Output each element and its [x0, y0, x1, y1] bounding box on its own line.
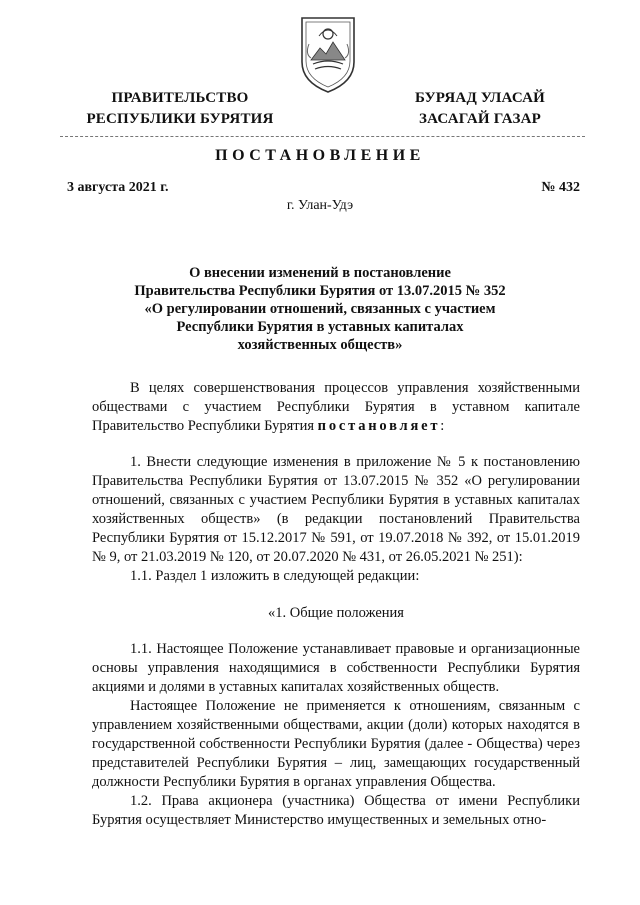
header-left — [80, 88, 280, 130]
header-left-line1: ПРАВИТЕЛЬСТВО — [111, 90, 249, 106]
header-left-line2: РЕСПУБЛИКИ БУРЯТИЯ — [86, 111, 274, 127]
buryatia-coat-of-arms-icon — [297, 14, 359, 94]
decrees-word: постановляет — [317, 418, 441, 434]
header-right-line1: БУРЯАД УЛАСАЙ — [414, 90, 546, 106]
preamble-text: В целях совершенствования процессов управления хозяйственными обществами с участием Республики Бурятия в уставном капитале Правительство Республики Бурятия — [92, 380, 580, 434]
item-1-1: 1.1. Раздел 1 изложить в следующей редакции: — [130, 568, 420, 584]
preamble — [92, 379, 580, 436]
document-type: ПОСТАНОВЛЕНИЕ — [215, 147, 425, 164]
document-body — [92, 379, 580, 830]
header-right-line2: ЗАСАГАЙ ГАЗАР — [419, 111, 541, 127]
header-right — [390, 88, 570, 130]
item-1: 1. Внести следующие изменения в приложение № 5 к постановлению Правительства Республики Бурятия от 13.07.2015 № 352 «О регулировании отношений, связанных с участием Республики Бурятия в уставных капиталах хозяйственных обществ» (в редакции постановлений Правительства Республики Бурятия от 15.12.2017 № 591, от 19.07.2018 № 392, от 15.01.2019 № 9, от 21.03.2019 № 120, от 20.07.2020 № 431, от 26.05.2021 № 251): — [92, 454, 580, 565]
document-city: г. Улан-Удэ — [286, 198, 354, 213]
preamble-end: : — [440, 418, 445, 434]
title-line: Правительства Республики Бурятия от 13.07.2015 № 352 — [134, 283, 506, 299]
paragraph-1-2: 1.2. Права акционера (участника) Общества от имени Республики Бурятия осуществляет Министерство имущественных и земельных отно- — [92, 793, 580, 828]
paragraph-1-1: 1.1. Настоящее Положение устанавливает правовые и организационные основы управления находящимися в собственности Республики Бурятия акциями и долями в уставных капиталах хозяйственных обществ. — [92, 641, 580, 695]
title-line: хозяйственных обществ» — [237, 337, 403, 353]
document-number: № 432 — [541, 180, 580, 195]
paragraph-2: Настоящее Положение не применяется к отношениям, связанным с управлением хозяйственными обществами, акции (доли) которых находятся в государственной собственности Республики Бурятия (далее - Общества) через представителей Республики Бурятия – лиц, замещающих государственный должности Республики Бурятия в органах управления Общества. — [92, 698, 580, 790]
header-divider — [60, 136, 585, 137]
title-line: О внесении изменений в постановление — [189, 265, 451, 281]
title-line: «О регулировании отношений, связанных с участием — [144, 301, 496, 317]
document-date: 3 августа 2021 г. — [67, 180, 169, 195]
document-title — [100, 264, 540, 354]
section-heading: «1. Общие положения — [268, 605, 404, 621]
title-line: Республики Бурятия в уставных капиталах — [176, 319, 464, 335]
